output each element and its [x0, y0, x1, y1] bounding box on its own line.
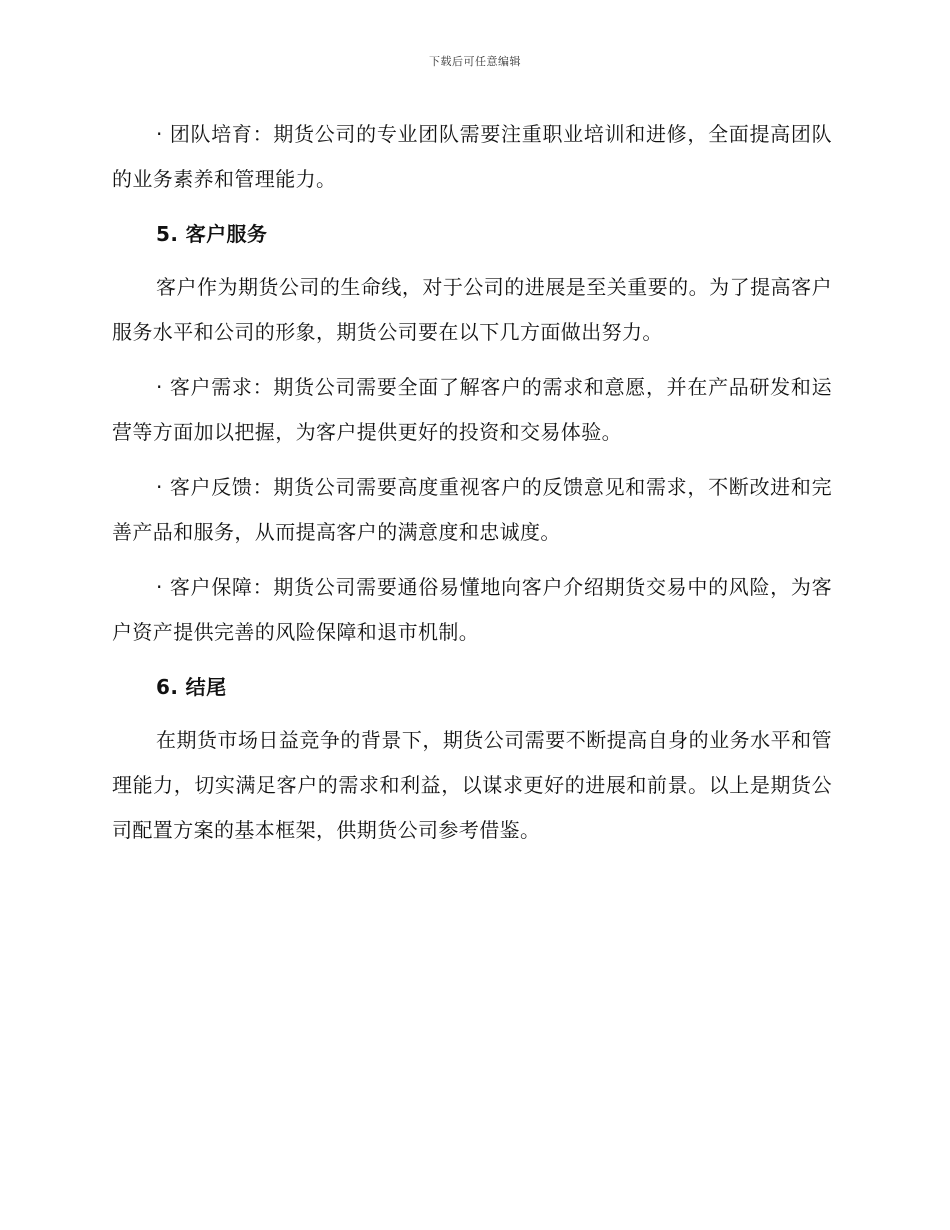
bullet-customer-protection: · 客户保障：期货公司需要通俗易懂地向客户介绍期货交易中的风险，为客户资产提供完善的风险保障和退市机制。 [112, 575, 832, 644]
document-body [112, 112, 832, 863]
page-header-note: 下载后可任意编辑 [429, 55, 521, 68]
bullet-team-training: · 团队培育：期货公司的专业团队需要注重职业培训和进修，全面提高团队的业务素养和管理能力。 [112, 122, 832, 191]
bullet-customer-needs: · 客户需求：期货公司需要全面了解客户的需求和意愿，并在产品研发和运营等方面加以把握，为客户提供更好的投资和交易体验。 [112, 375, 832, 444]
paragraph-conclusion: 在期货市场日益竞争的背景下，期货公司需要不断提高自身的业务水平和管理能力，切实满足客户的需求和利益，以谋求更好的进展和前景。以上是期货公司配置方案的基本框架，供期货公司参考借鉴。 [112, 728, 832, 842]
bullet-customer-feedback: · 客户反馈：期货公司需要高度重视客户的反馈意见和需求，不断改进和完善产品和服务，从而提高客户的满意度和忠诚度。 [112, 475, 832, 544]
paragraph-customer-intro: 客户作为期货公司的生命线，对于公司的进展是至关重要的。为了提高客户服务水平和公司的形象，期货公司要在以下几方面做出努力。 [112, 275, 832, 344]
section-heading-conclusion: 6. 结尾 [156, 675, 227, 699]
section-heading-customer-service: 5. 客户服务 [156, 222, 268, 246]
